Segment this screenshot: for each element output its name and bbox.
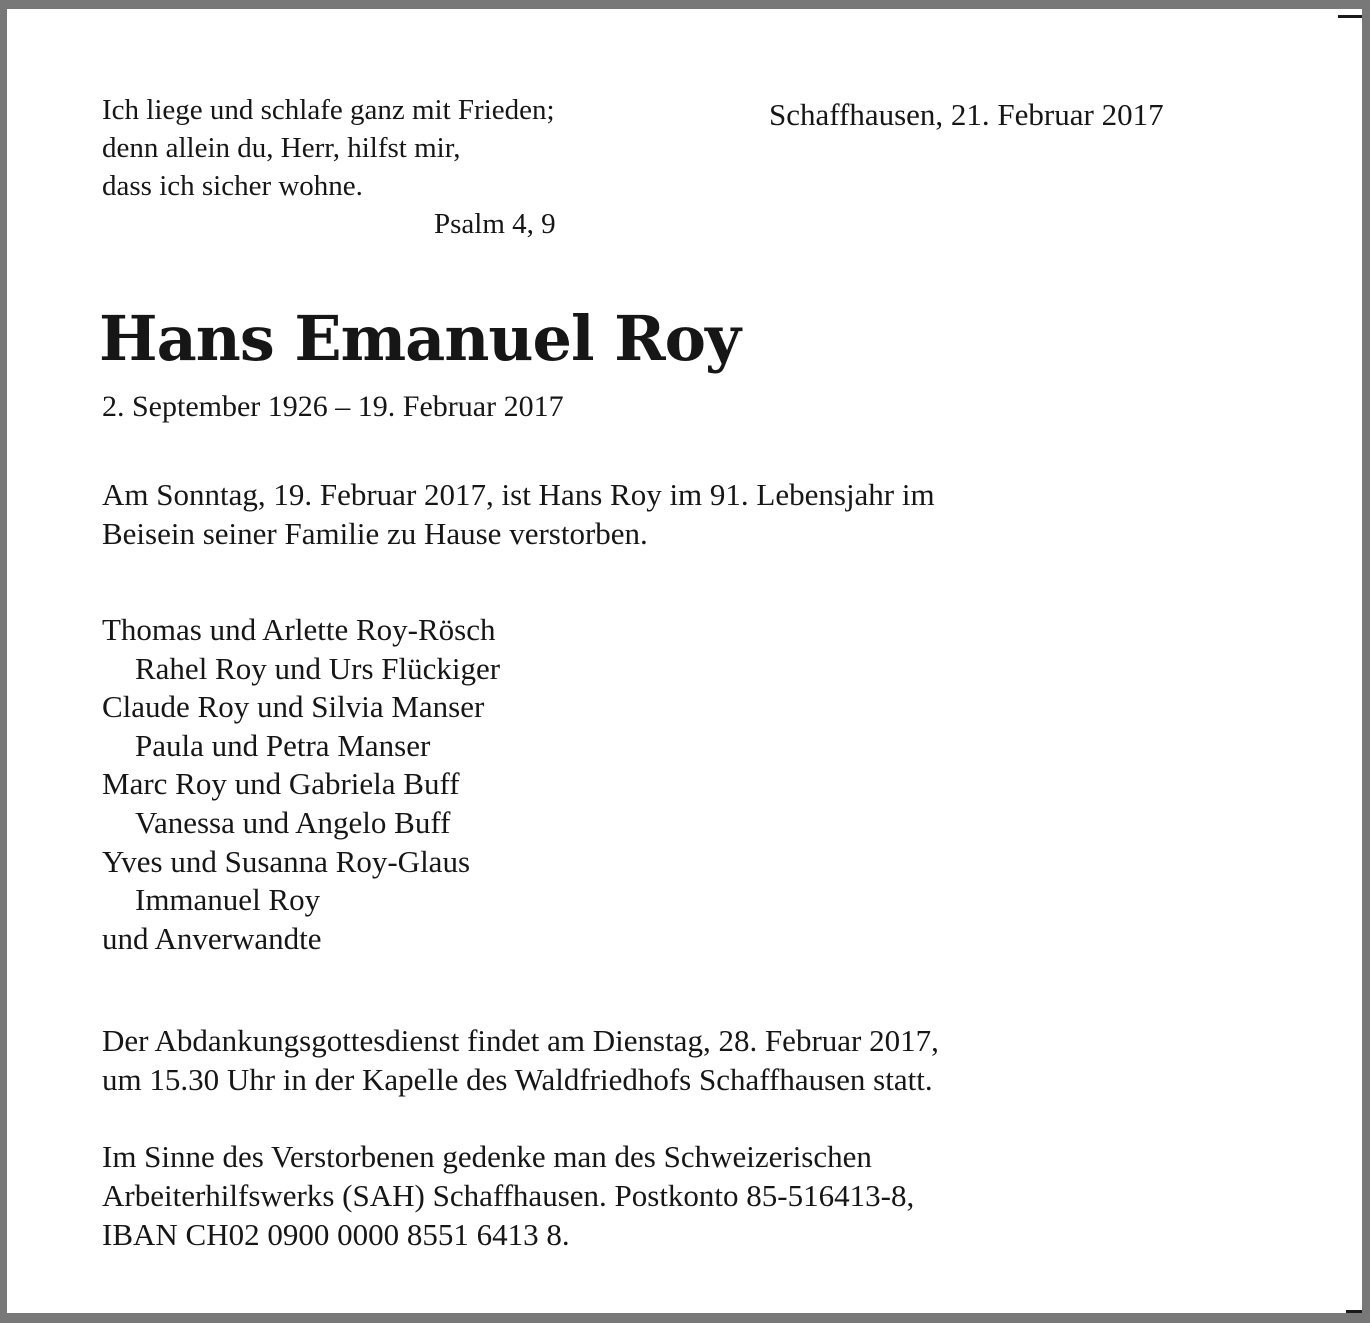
donation-line: IBAN CH02 0900 0000 8551 6413 8. bbox=[102, 1217, 570, 1252]
mourners-list bbox=[102, 611, 500, 958]
donation-line: Arbeiterhilfswerks (SAH) Schaffhausen. Postkonto 85-516413-8, bbox=[102, 1178, 915, 1213]
deceased-name: Hans Emanuel Roy bbox=[99, 302, 740, 375]
mourner-row: Claude Roy und Silvia Manser bbox=[102, 689, 485, 725]
death-announcement bbox=[102, 475, 935, 553]
verse-line: Ich liege und schlafe ganz mit Frieden; bbox=[102, 94, 555, 126]
announcement-line: Beisein seiner Familie zu Hause verstorben. bbox=[102, 516, 648, 551]
donation-request bbox=[102, 1137, 914, 1254]
service-announcement bbox=[102, 1021, 939, 1099]
mourner-row: Paula und Petra Manser bbox=[135, 727, 431, 763]
mourner-row: Vanessa und Angelo Buff bbox=[135, 804, 451, 840]
mourner-row: und Anverwandte bbox=[102, 920, 322, 956]
psalm-attribution: Psalm 4, 9 bbox=[434, 208, 556, 240]
service-line: Der Abdankungsgottesdienst findet am Dienstag, 28. Februar 2017, bbox=[102, 1023, 939, 1058]
obituary-page bbox=[7, 9, 1362, 1313]
verse-line: dass ich sicher wohne. bbox=[102, 170, 363, 202]
life-dates: 2. September 1926 – 19. Februar 2017 bbox=[102, 390, 564, 423]
verse-line: denn allein du, Herr, hilfst mir, bbox=[102, 132, 461, 164]
service-line: um 15.30 Uhr in der Kapelle des Waldfriedhofs Schaffhausen statt. bbox=[102, 1062, 933, 1097]
scan-artifact bbox=[1338, 15, 1362, 18]
donation-line: Im Sinne des Verstorbenen gedenke man des Schweizerischen bbox=[102, 1139, 872, 1174]
place-and-date: Schaffhausen, 21. Februar 2017 bbox=[769, 97, 1164, 132]
mourner-row: Thomas und Arlette Roy-Rösch bbox=[102, 612, 496, 647]
psalm-verse bbox=[102, 91, 556, 243]
mourner-row: Immanuel Roy bbox=[135, 882, 321, 918]
scan-artifact bbox=[1346, 1310, 1362, 1313]
mourner-row: Rahel Roy und Urs Flückiger bbox=[135, 650, 501, 686]
mourner-row: Marc Roy und Gabriela Buff bbox=[102, 766, 460, 802]
announcement-line: Am Sonntag, 19. Februar 2017, ist Hans Roy im 91. Lebensjahr im bbox=[102, 477, 935, 512]
mourner-row: Yves und Susanna Roy-Glaus bbox=[102, 843, 471, 879]
